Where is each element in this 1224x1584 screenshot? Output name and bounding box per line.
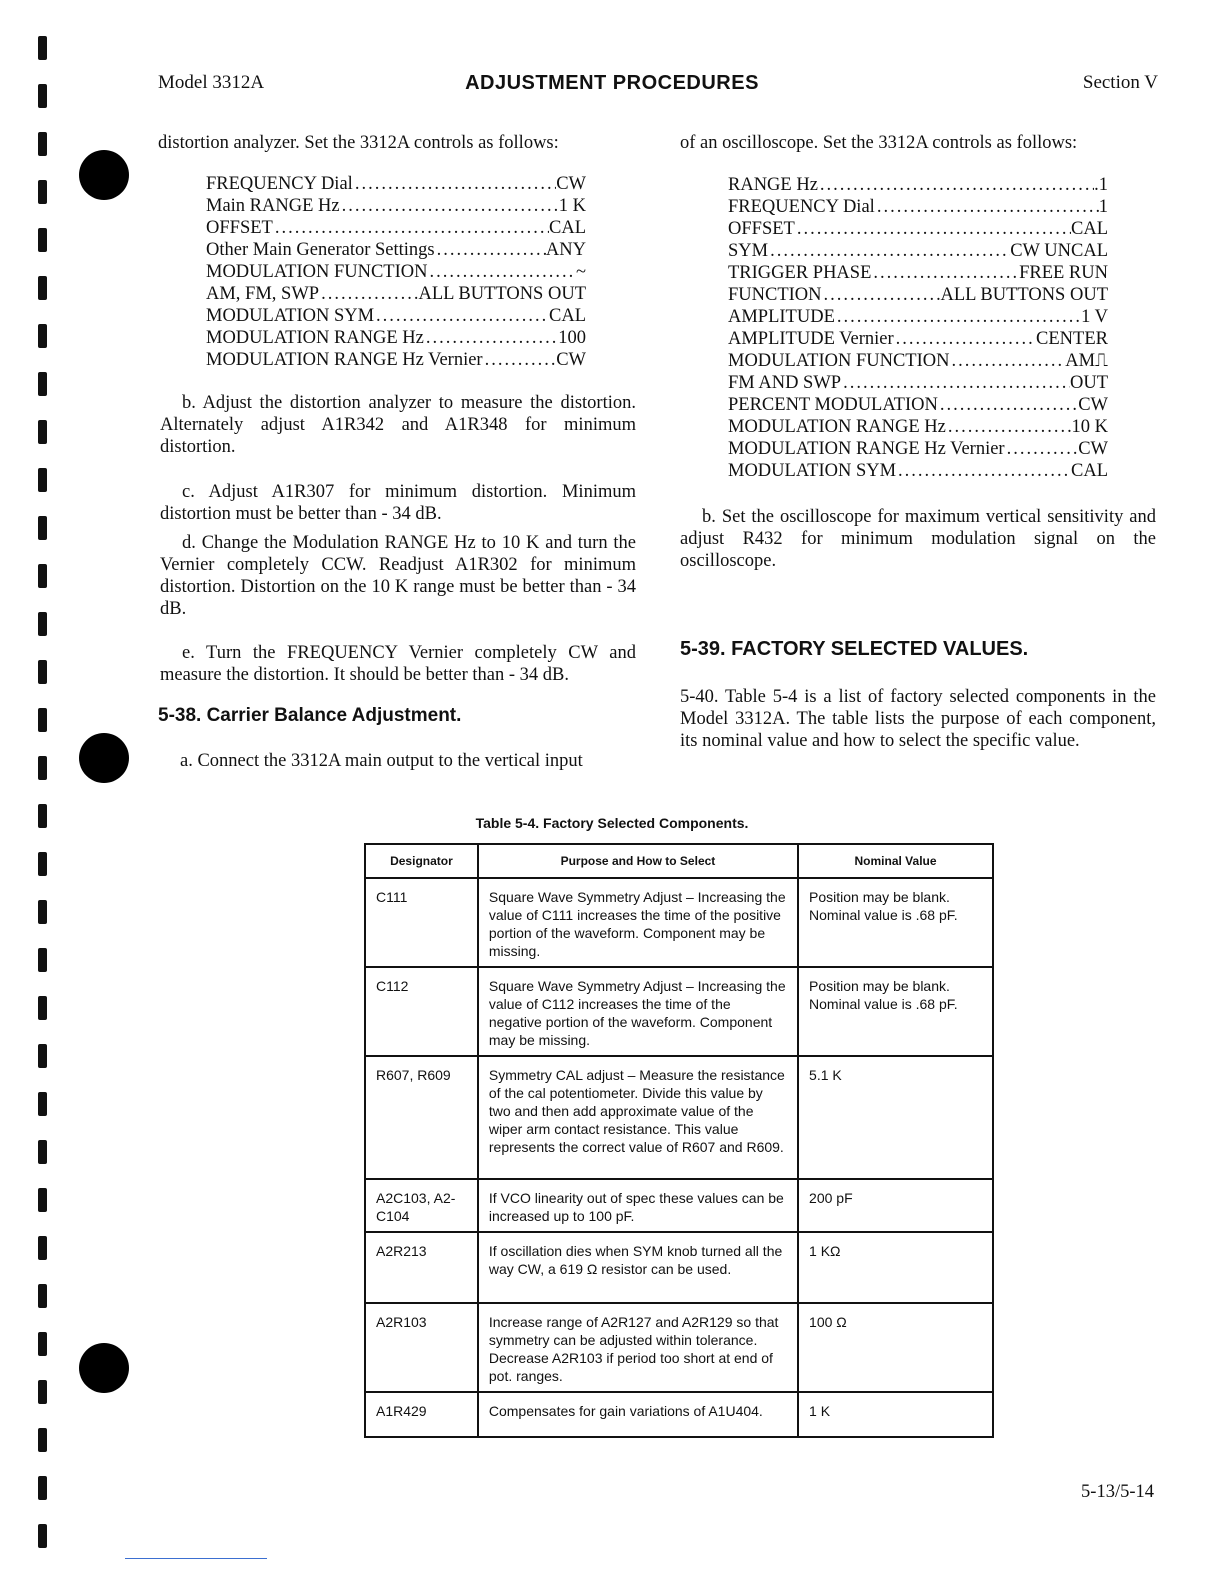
leader-dots (435, 239, 546, 261)
binder-mark (38, 1428, 47, 1452)
setting-row (206, 195, 586, 217)
binder-mark (38, 1044, 47, 1068)
left-para-b (160, 392, 636, 458)
setting-label: OFFSET (728, 219, 795, 239)
setting-label: RANGE Hz (728, 175, 818, 195)
cell-designator: C111 (365, 878, 478, 967)
left-para-a: a. Connect the 3312A main output to the vertical input (180, 751, 583, 771)
column-header-nominal-value: Nominal Value (798, 844, 993, 878)
header-section: Section V (1082, 72, 1158, 93)
setting-label: MODULATION RANGE Hz Vernier (206, 350, 483, 370)
setting-label: MODULATION RANGE Hz (206, 328, 424, 348)
binder-mark (38, 36, 47, 60)
leader-dots (818, 174, 1094, 196)
binder-mark (38, 612, 47, 636)
setting-row (728, 306, 1108, 328)
setting-row (728, 284, 1108, 306)
binder-mark (38, 324, 47, 348)
binder-mark (38, 660, 47, 684)
leader-dots (319, 283, 418, 305)
leader-dots (896, 460, 1071, 482)
setting-row (728, 218, 1108, 240)
setting-row (728, 438, 1108, 460)
setting-row (206, 305, 586, 327)
binder-mark (38, 948, 47, 972)
binder-mark (38, 564, 47, 588)
setting-value: CAL (549, 306, 586, 326)
cell-purpose: If oscillation dies when SYM knob turned all the way CW, a 619 Ω resistor can be used. (478, 1232, 798, 1303)
setting-row (206, 283, 586, 305)
setting-value: CENTER (1036, 329, 1108, 349)
punch-hole (79, 1343, 129, 1393)
leader-dots (871, 262, 1019, 284)
binder-mark (38, 1380, 47, 1404)
column-header-purpose: Purpose and How to Select (478, 844, 798, 878)
binder-mark (38, 900, 47, 924)
setting-row (728, 460, 1108, 482)
table-row (365, 1392, 993, 1437)
binder-mark (38, 1188, 47, 1212)
binder-mark (38, 852, 47, 876)
setting-value: ANY (545, 240, 586, 260)
setting-value: CAL (1071, 461, 1108, 481)
cell-purpose: Compensates for gain variations of A1U404. (478, 1392, 798, 1437)
paragraph-text: b. Adjust the distortion analyzer to measure the distortion. Alternately adjust A1R342 and A1R348 for minimum distortion. (160, 393, 636, 457)
paragraph-text: c. Adjust A1R307 for minimum distortion. Minimum distortion must be better than - 34 dB. (160, 482, 636, 524)
binder-mark (38, 1140, 47, 1164)
punch-hole (79, 150, 129, 200)
header-title: ADJUSTMENT PROCEDURES (465, 72, 759, 94)
binder-mark (38, 756, 47, 780)
setting-label: FREQUENCY Dial (206, 174, 353, 194)
left-para-d (160, 532, 636, 620)
setting-value: CW (556, 350, 586, 370)
setting-label: AMPLITUDE (728, 307, 835, 327)
leader-dots (340, 195, 559, 217)
setting-value: CAL (1071, 219, 1108, 239)
binder-mark (38, 996, 47, 1020)
cell-nominal-value: 100 Ω (798, 1303, 993, 1392)
setting-row (206, 173, 586, 195)
setting-label: Other Main Generator Settings (206, 240, 435, 260)
setting-value: ALL BUTTONS OUT (418, 284, 586, 304)
setting-row (728, 196, 1108, 218)
binder-mark (38, 1332, 47, 1356)
table-body (365, 878, 993, 1437)
setting-row (728, 262, 1108, 284)
setting-value: 100 (558, 328, 586, 348)
setting-value: 10 K (1071, 417, 1108, 437)
cell-purpose: Square Wave Symmetry Adjust – Increasing the value of C111 increases the time of the positive portion of the waveform. Component may be missing. (478, 878, 798, 967)
leader-dots (353, 173, 556, 195)
cell-purpose: If VCO linearity out of spec these values can be increased up to 100 pF. (478, 1179, 798, 1232)
setting-label: AM, FM, SWP (206, 284, 320, 304)
leader-dots (894, 328, 1036, 350)
left-para-e (160, 642, 636, 686)
table-row (365, 1303, 993, 1392)
binder-mark (38, 180, 47, 204)
binder-mark (38, 372, 47, 396)
setting-row (728, 372, 1108, 394)
table-row (365, 967, 993, 1056)
setting-label: FUNCTION (728, 285, 822, 305)
leader-dots (427, 261, 576, 283)
binder-mark (38, 468, 47, 492)
setting-label: MODULATION FUNCTION (728, 351, 950, 371)
setting-value: 1 K (558, 196, 586, 216)
setting-row (206, 349, 586, 371)
setting-label: OFFSET (206, 218, 273, 238)
table-row (365, 1056, 993, 1179)
heading-5-38: 5-38. Carrier Balance Adjustment. (158, 705, 462, 726)
setting-label: MODULATION FUNCTION (206, 262, 428, 282)
heading-5-39: 5-39. FACTORY SELECTED VALUES. (680, 638, 1029, 660)
leader-dots (795, 218, 1071, 240)
setting-row (206, 217, 586, 239)
right-para-b (680, 506, 1156, 572)
setting-value: CW (1078, 395, 1108, 415)
cell-nominal-value: Position may be blank. Nominal value is .68 pF. (798, 967, 993, 1056)
leader-dots (768, 240, 1010, 262)
binder-mark (38, 516, 47, 540)
leader-dots (949, 350, 1065, 372)
cell-purpose: Square Wave Symmetry Adjust – Increasing the value of C112 increases the time of the negative portion of the waveform. Component may be missing. (478, 967, 798, 1056)
page-number: 5-13/5-14 (1081, 1482, 1154, 1502)
leader-dots (875, 196, 1099, 218)
leader-dots (273, 217, 549, 239)
setting-row (206, 239, 586, 261)
binder-mark (38, 276, 47, 300)
setting-label: PERCENT MODULATION (728, 395, 938, 415)
factory-selected-components-table (364, 843, 994, 1438)
leader-dots (938, 394, 1078, 416)
setting-value: 1 (1098, 197, 1108, 217)
left-settings-list (206, 173, 586, 371)
leader-dots (946, 416, 1072, 438)
setting-value: ALL BUTTONS OUT (940, 285, 1108, 305)
setting-label: MODULATION SYM (728, 461, 897, 481)
binder-mark (38, 228, 47, 252)
setting-label: FM AND SWP (728, 373, 842, 393)
leader-dots (1005, 438, 1079, 460)
punch-hole (79, 733, 129, 783)
cell-designator: A2C103, A2-C104 (365, 1179, 478, 1232)
setting-value: FREE RUN (1019, 263, 1108, 283)
cell-purpose: Symmetry CAL adjust – Measure the resistance of the cal potentiometer. Divide this value by two and then add approximate value of the wiper arm contact resistance. This value represents the correct value of R607 and R609. (478, 1056, 798, 1179)
setting-label: Main RANGE Hz (206, 196, 340, 216)
binder-mark (38, 1476, 47, 1500)
cell-designator: R607, R609 (365, 1056, 478, 1179)
cell-designator: C112 (365, 967, 478, 1056)
binder-mark (38, 1092, 47, 1116)
setting-value: CW (556, 174, 586, 194)
setting-value: OUT (1069, 373, 1108, 393)
setting-value: CAL (549, 218, 586, 238)
table-row (365, 1179, 993, 1232)
cell-nominal-value: 1 K (798, 1392, 993, 1437)
binder-mark (38, 1236, 47, 1260)
table-row (365, 1232, 993, 1303)
setting-label: SYM (728, 241, 769, 261)
leader-dots (835, 306, 1081, 328)
leader-dots (374, 305, 549, 327)
cell-nominal-value: Position may be blank. Nominal value is .68 pF. (798, 878, 993, 967)
setting-value: ~ (575, 262, 586, 282)
cell-purpose: Increase range of A2R127 and A2R129 so that symmetry can be adjusted within tolerance. Decrease A2R103 if period too short at end of pot. ranges. (478, 1303, 798, 1392)
setting-value: 1 V (1081, 307, 1108, 327)
setting-label: MODULATION RANGE Hz Vernier (728, 439, 1005, 459)
binder-mark (38, 708, 47, 732)
column-header-designator: Designator (365, 844, 478, 878)
cell-designator: A1R429 (365, 1392, 478, 1437)
setting-row (728, 240, 1108, 262)
setting-label: MODULATION RANGE Hz (728, 417, 946, 437)
paragraph-text: 5-40. Table 5-4 is a list of factory selected components in the Model 3312A. The table lists the purpose of each component, its nominal value and how to select the specific value. (680, 687, 1156, 751)
leader-dots (424, 327, 558, 349)
right-intro: of an oscilloscope. Set the 3312A controls as follows: (680, 133, 1078, 153)
setting-row (206, 327, 586, 349)
header-model: Model 3312A (158, 72, 265, 93)
setting-value: .1 (1094, 175, 1108, 195)
table-caption: Table 5-4. Factory Selected Components. (475, 815, 749, 831)
binder-mark (38, 1524, 47, 1548)
setting-row (728, 328, 1108, 350)
leader-dots (841, 372, 1070, 394)
right-settings-list (728, 174, 1108, 482)
setting-row (728, 416, 1108, 438)
cell-designator: A2R213 (365, 1232, 478, 1303)
binder-mark (38, 1284, 47, 1308)
cell-nominal-value: 5.1 K (798, 1056, 993, 1179)
paragraph-text: b. Set the oscilloscope for maximum vertical sensitivity and adjust R432 for minimum modulation signal on the oscilloscope. (680, 507, 1156, 571)
setting-row (728, 394, 1108, 416)
setting-label: TRIGGER PHASE (728, 263, 872, 283)
right-para-540 (680, 686, 1156, 752)
cell-nominal-value: 1 KΩ (798, 1232, 993, 1303)
setting-value: AM⎍ (1065, 351, 1108, 371)
setting-row (728, 350, 1108, 372)
leader-dots (483, 349, 557, 371)
table-header-row (365, 844, 993, 878)
paragraph-text: d. Change the Modulation RANGE Hz to 10 K and turn the Vernier completely CCW. Readjust A1R302 for minimum distortion. Distortion on the 10 K range must be better than - 34 dB. (160, 533, 636, 619)
paragraph-text: e. Turn the FREQUENCY Vernier completely CW and measure the distortion. It should be better than - 34 dB. (160, 643, 636, 685)
setting-label: AMPLITUDE Vernier (728, 329, 894, 349)
scan-artifact-line (125, 1558, 267, 1559)
binder-mark (38, 132, 47, 156)
setting-row (728, 174, 1108, 196)
setting-label: FREQUENCY Dial (728, 197, 875, 217)
left-para-c (160, 481, 636, 525)
setting-row (206, 261, 586, 283)
cell-nominal-value: 200 pF (798, 1179, 993, 1232)
setting-value: CW UNCAL (1010, 241, 1108, 261)
binder-mark (38, 420, 47, 444)
cell-designator: A2R103 (365, 1303, 478, 1392)
setting-value: CW (1078, 439, 1108, 459)
leader-dots (822, 284, 941, 306)
setting-label: MODULATION SYM (206, 306, 375, 326)
left-intro: distortion analyzer. Set the 3312A controls as follows: (158, 133, 559, 153)
table-row (365, 878, 993, 967)
